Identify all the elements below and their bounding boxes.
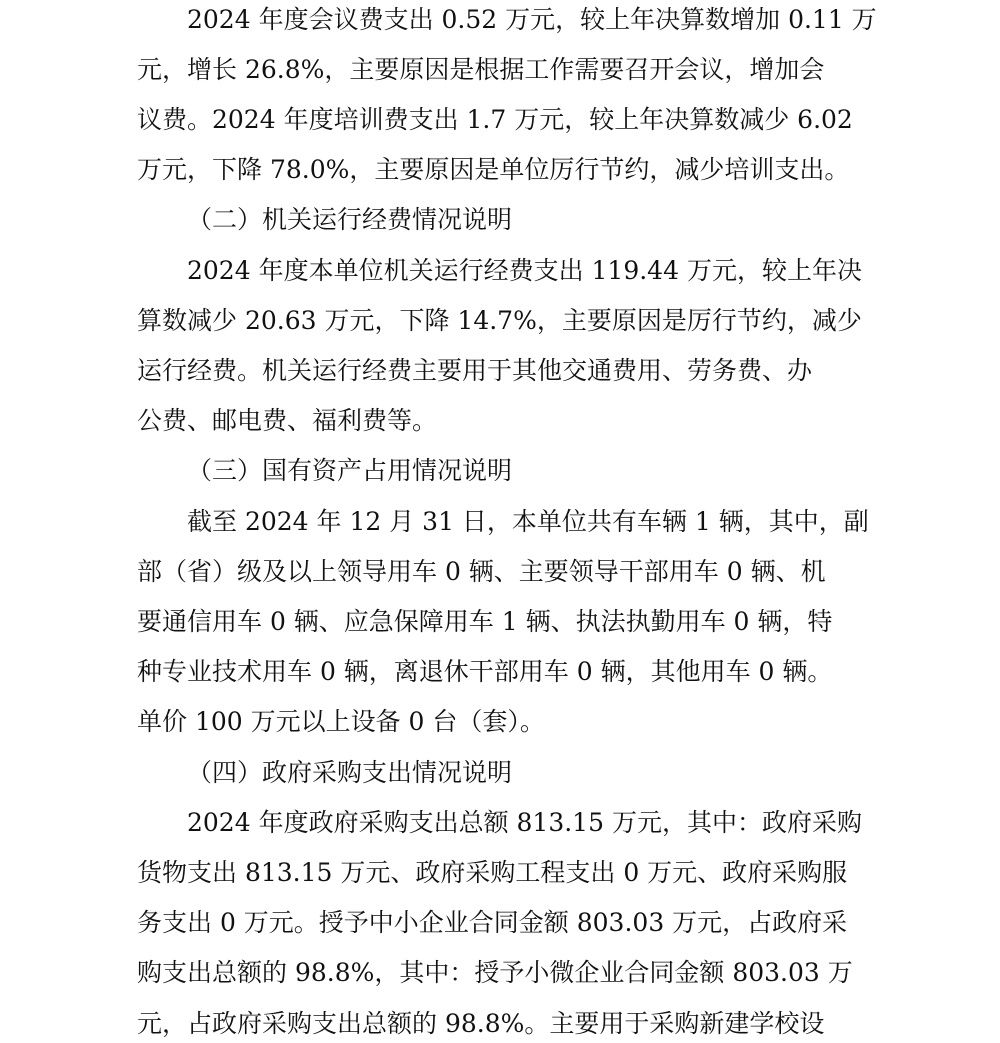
section-heading-3: （三）国有资产占用情况说明 (187, 456, 513, 485)
paragraph-line: 要通信用车 0 辆、应急保障用车 1 辆、执法执勤用车 0 辆，特 (137, 607, 833, 636)
paragraph-line: 务支出 0 万元。授予中小企业合同金额 803.03 万元，占政府采 (137, 908, 848, 937)
paragraph-line: 运行经费。机关运行经费主要用于其他交通费用、劳务费、办 (137, 356, 813, 385)
paragraph-line: 单价 100 万元以上设备 0 台（套）。 (137, 707, 545, 736)
paragraph-line: 部（省）级及以上领导用车 0 辆、主要领导干部用车 0 辆、机 (137, 557, 826, 586)
paragraph-line: 2024 年度本单位机关运行经费支出 119.44 万元，较上年决 (187, 256, 862, 285)
paragraph-line: 2024 年度政府采购支出总额 813.15 万元，其中：政府采购 (187, 808, 862, 837)
section-heading-4: （四）政府采购支出情况说明 (187, 758, 513, 787)
paragraph-line: 种专业技术用车 0 辆，离退休干部用车 0 辆，其他用车 0 辆。 (137, 657, 833, 686)
paragraph-line: 公费、邮电费、福利费等。 (137, 406, 438, 435)
paragraph-line: 截至 2024 年 12 月 31 日，本单位共有车辆 1 辆，其中，副 (187, 507, 869, 536)
paragraph-line: 算数减少 20.63 万元，下降 14.7%，主要原因是厉行节约，减少 (137, 306, 862, 335)
paragraph-line: 元，增长 26.8%，主要原因是根据工作需要召开会议，增加会 (137, 55, 825, 84)
section-heading-2: （二）机关运行经费情况说明 (187, 205, 513, 234)
paragraph-line: 2024 年度会议费支出 0.52 万元，较上年决算数增加 0.11 万 (187, 5, 877, 34)
paragraph-line: 议费。2024 年度培训费支出 1.7 万元，较上年决算数减少 6.02 (137, 105, 853, 134)
paragraph-line: 货物支出 813.15 万元、政府采购工程支出 0 万元、政府采购服 (137, 858, 848, 887)
paragraph-line: 万元，下降 78.0%，主要原因是单位厉行节约，减少培训支出。 (137, 155, 850, 184)
paragraph-line: 元，占政府采购支出总额的 98.8%。主要用于采购新建学校设 (137, 1009, 825, 1038)
paragraph-line: 购支出总额的 98.8%，其中：授予小微企业合同金额 803.03 万 (137, 958, 853, 987)
